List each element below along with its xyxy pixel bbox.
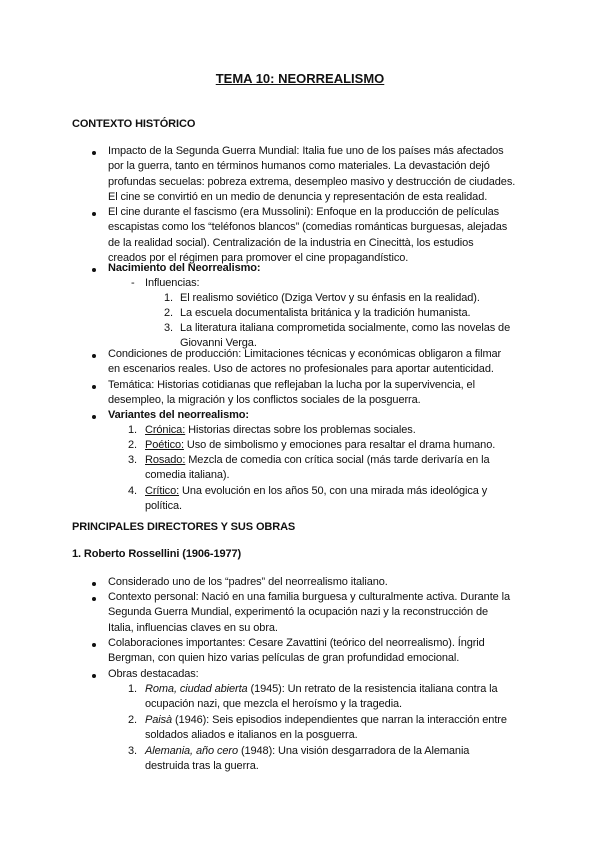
variante-label: Rosado: xyxy=(145,454,186,466)
variante-text: Uso de simbolismo y emociones para resaltar el drama humano. xyxy=(183,439,496,451)
bullet-icon xyxy=(92,643,96,647)
obra-item xyxy=(145,682,498,713)
bullet-nacimiento: Nacimiento del Neorrealismo: xyxy=(108,262,261,274)
variante-label: Crónica: xyxy=(145,424,186,436)
bullet-contexto-personal: Contexto personal: Nació en una familia burguesa y culturalmente activa. Durante la Segunda Guerra Mundial, experimentó la ocupación nazi y la reconstrucción de Italia, influencias claves en su obra. xyxy=(108,591,510,634)
variante-item xyxy=(145,438,495,453)
influencia-item: La literatura italiana comprometida socialmente, como las novelas de Giovanni Verga. xyxy=(180,322,511,350)
bullet-fascismo: El cine durante el fascismo (era Mussolini): Enfoque en la producción de películas escapistas como los “teléfonos blancos” (comedias románticas burguesas, alejadas de la realidad social). Centralización de la industria en Cinecittà, los estudios creados por el régimen para promover el cine propagandístico. xyxy=(108,206,508,264)
list-number: 1. xyxy=(128,424,137,436)
list-number: 1. xyxy=(164,292,173,304)
obra-text: (1945): Un retrato de la resistencia italiana contra la ocupación nazi, que mezcla el heroísmo y la tragedia. xyxy=(145,683,498,711)
influencia-item: El realismo soviético (Dziga Vertov y su énfasis en la realidad). xyxy=(180,292,480,304)
list-number: 3. xyxy=(164,322,173,334)
dash-marker: - xyxy=(131,277,135,289)
list-number: 3. xyxy=(128,454,137,466)
bullet-icon xyxy=(92,151,96,155)
list-number: 2. xyxy=(164,307,173,319)
obra-title: Alemania, año cero xyxy=(145,745,238,757)
list-number: 2. xyxy=(128,714,137,726)
bullet-icon xyxy=(92,212,96,216)
variante-item xyxy=(145,453,489,484)
obra-text: (1948): Una visión desgarradora de la Alemania destruida tras la guerra. xyxy=(145,745,470,773)
obra-item xyxy=(145,713,507,744)
section-heading-directores: PRINCIPALES DIRECTORES Y SUS OBRAS xyxy=(72,521,296,533)
bullet-icon xyxy=(92,385,96,389)
variante-item xyxy=(145,484,487,515)
document-title: TEMA 10: NEORREALISMO xyxy=(215,71,385,86)
obra-item xyxy=(145,744,469,775)
influencias-label: Influencias: xyxy=(145,277,200,289)
variante-text: Una evolución en los años 50, con una mirada más ideológica y política. xyxy=(145,485,488,513)
obra-title: Paisà xyxy=(145,714,173,726)
bullet-impacto: Impacto de la Segunda Guerra Mundial: Italia fue uno de los países más afectados por la guerra, tanto en términos humanos como materiales. La devastación dejó profundas secuelas: pobreza extrema, desempleo masivo y destrucción de ciudades. El cine se convirtió en un medio de denuncia y representación de esta realidad. xyxy=(108,145,516,203)
list-number: 1. xyxy=(128,683,137,695)
list-number: 4. xyxy=(128,485,137,497)
bullet-considerado: Considerado uno de los “padres” del neorrealismo italiano. xyxy=(108,576,388,588)
variante-text: Mezcla de comedia con crítica social (más tarde derivaría en la comedia italiana). xyxy=(145,454,490,482)
bullet-colaboraciones: Colaboraciones importantes: Cesare Zavattini (teórico del neorrealismo). Íngrid Bergman, con quien hizo varias películas de gran profundidad emocional. xyxy=(108,637,485,665)
obra-title: Roma, ciudad abierta xyxy=(145,683,248,695)
variante-label: Crítico: xyxy=(145,485,180,497)
bullet-obras: Obras destacadas: xyxy=(108,668,199,680)
bullet-icon xyxy=(92,354,96,358)
bullet-tematica: Temática: Historias cotidianas que reflejaban la lucha por la supervivencia, el desempleo, la migración y los conflictos sociales de la posguerra. xyxy=(108,379,475,407)
list-number: 2. xyxy=(128,439,137,451)
bullet-condiciones: Condiciones de producción: Limitaciones técnicas y económicas obligaron a filmar en escenarios reales. Uso de actores no profesionales para aportar autenticidad. xyxy=(108,348,502,376)
bullet-variantes: Variantes del neorrealismo: xyxy=(108,409,249,421)
bullet-icon xyxy=(92,674,96,678)
obra-text: (1946): Seis episodios independientes que narran la interacción entre soldados aliados e italianos en la posguerra. xyxy=(145,714,507,742)
bullet-icon xyxy=(92,268,96,272)
director-heading: 1. Roberto Rossellini (1906-1977) xyxy=(72,548,242,560)
variante-text: Historias directas sobre los problemas sociales. xyxy=(185,424,416,436)
influencia-item: La escuela documentalista británica y la tradición humanista. xyxy=(180,307,471,319)
list-number: 3. xyxy=(128,745,137,757)
bullet-icon xyxy=(92,597,96,601)
bullet-icon xyxy=(92,582,96,586)
bullet-icon xyxy=(92,415,96,419)
section-heading-contexto: CONTEXTO HISTÓRICO xyxy=(72,118,196,130)
variante-item xyxy=(145,423,416,438)
variante-label: Poético: xyxy=(145,439,184,451)
